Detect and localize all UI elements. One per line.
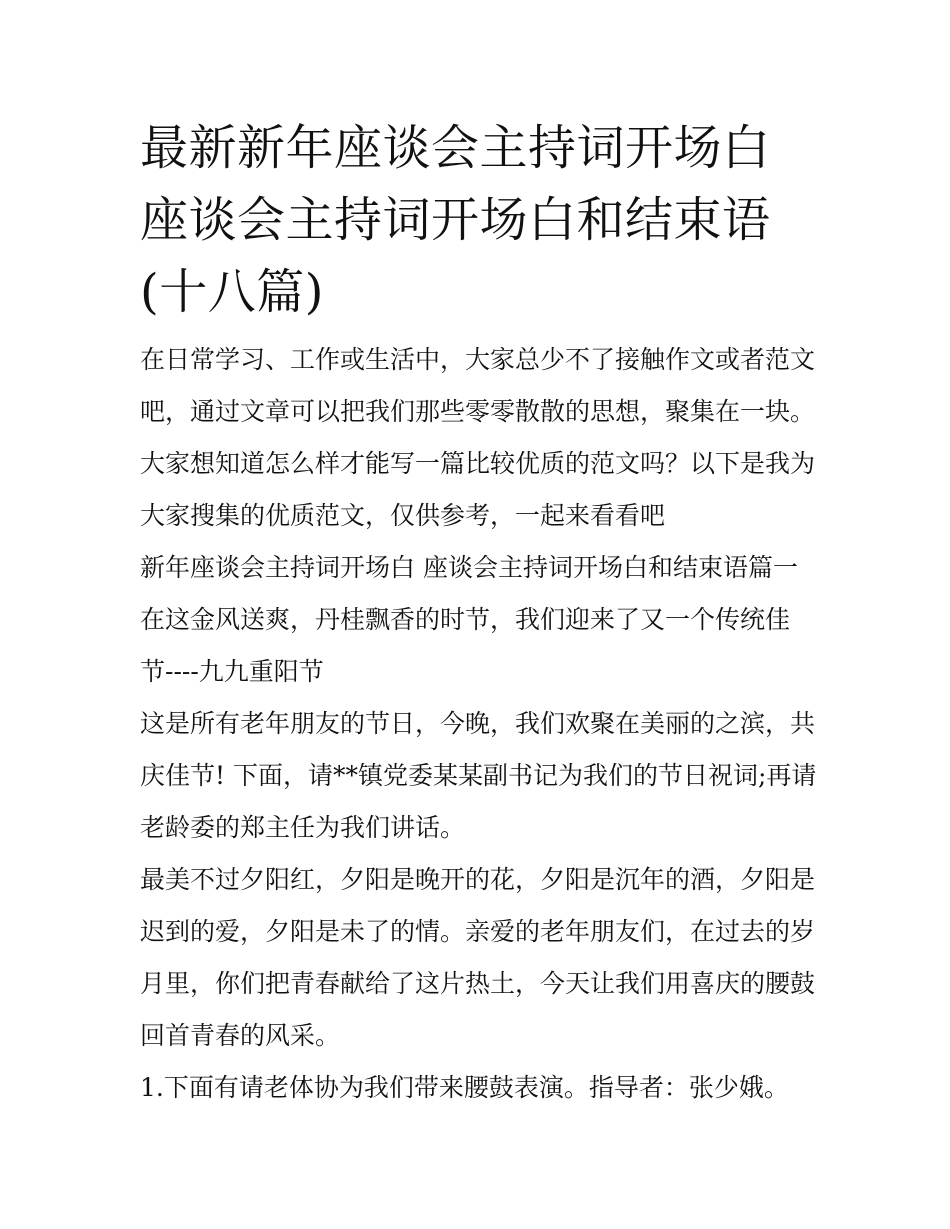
title-line: (十八篇) — [140, 264, 324, 320]
text-line: 大家想知道怎么样才能写一篇比较优质的范文吗？以下是我为 — [140, 449, 816, 478]
text-line: 在日常学习、工作或生活中，大家总少不了接触作文或者范文 — [140, 345, 816, 374]
text-line: 月里，你们把青春献给了这片热土，今天让我们用喜庆的腰鼓 — [140, 969, 816, 998]
title-line: 座谈会主持词开场白和结束语 — [140, 192, 771, 248]
body-paragraph — [140, 1062, 820, 1114]
text-line: 最美不过夕阳红，夕阳是晚开的花，夕阳是沉年的酒，夕阳是 — [140, 865, 816, 894]
text-line: 回首青春的风采。 — [140, 1021, 341, 1050]
section-heading — [140, 542, 820, 594]
text-line: 老龄委的郑主任为我们讲话。 — [140, 813, 466, 842]
body-paragraph — [140, 854, 820, 1062]
document-title — [140, 112, 820, 328]
text-line: 节----九九重阳节 — [140, 657, 324, 686]
document-body — [140, 334, 820, 1114]
text-line: 这是所有老年朋友的节日，今晚，我们欢聚在美丽的之滨，共 — [140, 709, 816, 738]
intro-paragraph — [140, 334, 820, 542]
text-line: 吧，通过文章可以把我们那些零零散散的思想，聚集在一块。 — [140, 397, 816, 426]
text-line: 在这金风送爽，丹桂飘香的时节，我们迎来了又一个传统佳 — [140, 605, 791, 634]
document-page — [140, 112, 820, 1114]
body-paragraph — [140, 594, 820, 698]
text-line: 大家搜集的优质范文，仅供参考，一起来看看吧 — [140, 501, 666, 530]
text-line: 庆佳节! 下面，请**镇党委某某副书记为我们的节日祝词;再请 — [140, 761, 817, 790]
text-line: 1.下面有请老体协为我们带来腰鼓表演。指导者：张少娥。 — [140, 1073, 789, 1102]
text-line: 新年座谈会主持词开场白 座谈会主持词开场白和结束语篇一 — [140, 553, 798, 582]
body-paragraph — [140, 698, 820, 854]
text-line: 迟到的爱，夕阳是未了的情。亲爱的老年朋友们，在过去的岁 — [140, 917, 816, 946]
title-line: 最新新年座谈会主持词开场白 — [140, 120, 771, 176]
